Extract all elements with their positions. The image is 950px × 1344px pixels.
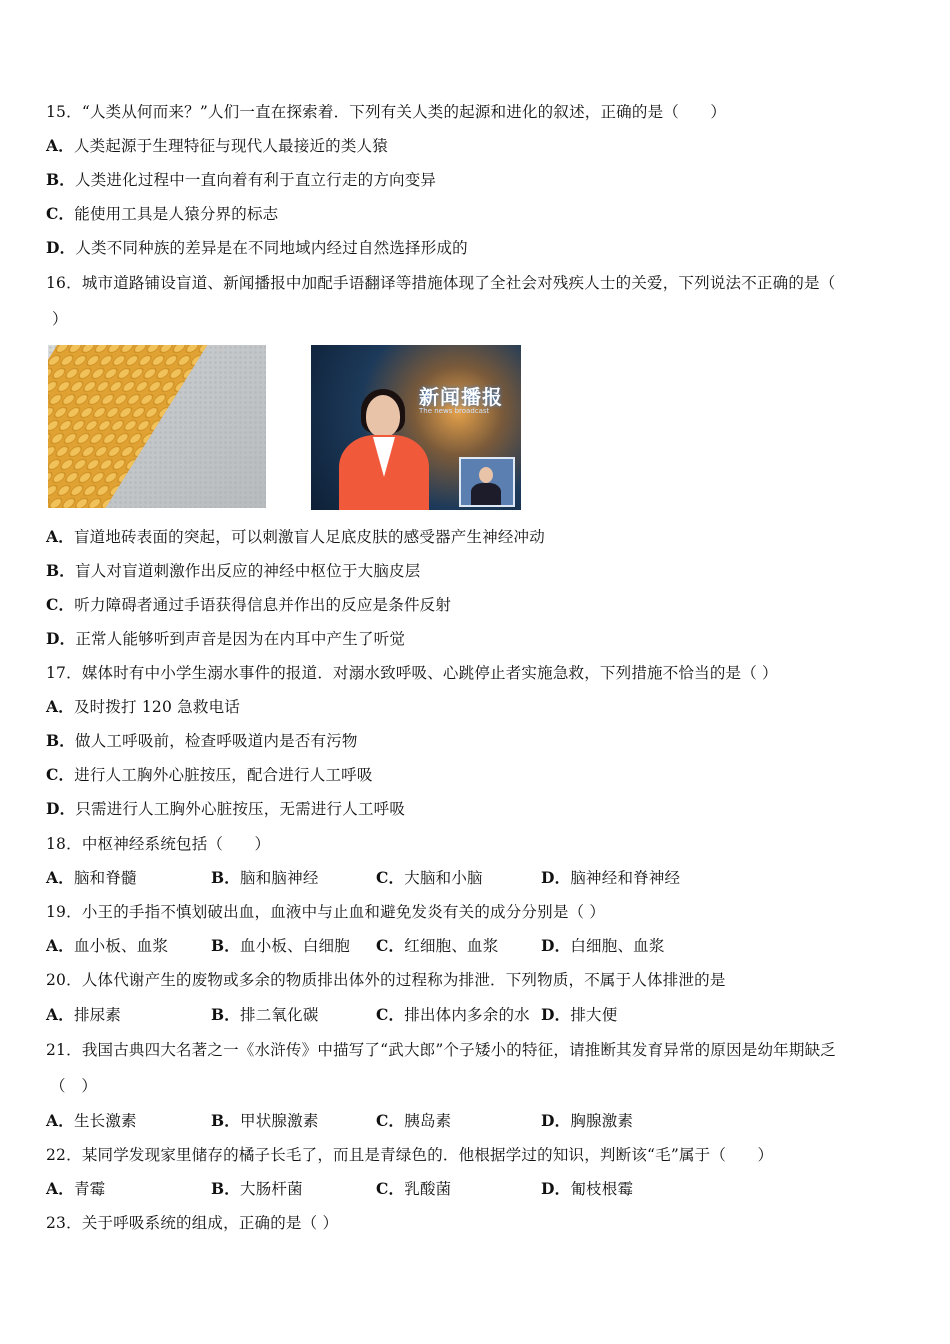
q16-stem: 16．城市道路铺设盲道、新闻播报中加配手语翻译等措施体现了全社会对残疾人士的关爱，下列说法不正确的是（ — [46, 274, 836, 292]
q21-option-c: C．胰岛素 — [376, 1111, 452, 1130]
q23-stem: 23．关于呼吸系统的组成，正确的是（ ） — [46, 1214, 339, 1232]
q22-options — [46, 1179, 906, 1199]
q18-stem: 18．中枢神经系统包括（ ） — [46, 835, 271, 853]
q19-stem: 19．小王的手指不慎划破出血，血液中与止血和避免发炎有关的成分分别是（ ） — [46, 903, 606, 921]
q19-option-a: A．血小板、血浆 — [46, 936, 169, 955]
q15-option-b: B．人类进化过程中一直向着有利于直立行走的方向变异 — [46, 170, 437, 189]
q20-options — [46, 1005, 906, 1025]
q22-stem: 22．某同学发现家里储存的橘子长毛了，而且是青绿色的．他根据学过的知识，判断该“毛”属于（ ） — [46, 1146, 774, 1164]
q16-option-d: D．正常人能够听到声音是因为在内耳中产生了听觉 — [46, 629, 406, 648]
q21-stem: 21．我国古典四大名著之一《水浒传》中描写了“武大郎”个子矮小的特征，请推断其发育异常的原因是幼年期缺乏 — [46, 1041, 836, 1059]
q20-stem: 20．人体代谢产生的废物或多余的物质排出体外的过程称为排泄．下列物质，不属于人体排泄的是 — [46, 971, 726, 989]
q22-option-a: A．青霉 — [46, 1179, 106, 1198]
q17-stem: 17．媒体时有中小学生溺水事件的报道．对溺水致呼吸、心跳停止者实施急救，下列措施不恰当的是（ ） — [46, 664, 778, 682]
q21-option-b: B．甲状腺激素 — [211, 1111, 319, 1130]
q16-option-a: A．盲道地砖表面的突起，可以刺激盲人足底皮肤的感受器产生神经冲动 — [46, 527, 545, 546]
q15-option-a: A．人类起源于生理特征与现代人最接近的类人猿 — [46, 136, 388, 155]
news-broadcast-image — [311, 345, 521, 510]
q21-option-d: D．胸腺激素 — [541, 1111, 634, 1130]
q18-option-c: C．大脑和小脑 — [376, 868, 483, 887]
q19-option-b: B．血小板、白细胞 — [211, 936, 350, 955]
q21-option-a: A．生长激素 — [46, 1111, 137, 1130]
q18-option-b: B．脑和脑神经 — [211, 868, 319, 887]
q20-option-b: B．排二氧化碳 — [211, 1005, 319, 1024]
q20-option-c: C．排出体内多余的水 — [376, 1005, 530, 1024]
q16-option-c: C．听力障碍者通过手语获得信息并作出的反应是条件反射 — [46, 595, 452, 614]
q15-option-c: C．能使用工具是人猿分界的标志 — [46, 204, 279, 223]
q19-options — [46, 936, 906, 956]
q19-option-c: C．红细胞、血浆 — [376, 936, 499, 955]
q17-option-c: C．进行人工胸外心脏按压，配合进行人工呼吸 — [46, 765, 373, 784]
sign-language-inset — [459, 457, 515, 507]
q20-option-a: A．排尿素 — [46, 1005, 122, 1024]
q15-option-d: D．人类不同种族的差异是在不同地域内经过自然选择形成的 — [46, 238, 468, 257]
q22-option-d: D．匍枝根霉 — [541, 1179, 634, 1198]
q17-option-d: D．只需进行人工胸外心脏按压，无需进行人工呼吸 — [46, 799, 406, 818]
q21-options — [46, 1111, 906, 1131]
news-subtitle: The news broadcast — [419, 407, 490, 415]
q17-option-a: A．及时拨打 120 急救电话 — [46, 697, 240, 716]
q21-stem-cont: （ ） — [50, 1077, 98, 1095]
q22-option-c: C．乳酸菌 — [376, 1179, 452, 1198]
q18-option-a: A．脑和脊髓 — [46, 868, 137, 887]
q18-option-d: D．脑神经和脊神经 — [541, 868, 681, 887]
q20-option-d: D．排大便 — [541, 1005, 618, 1024]
q15-stem: 15．“人类从何而来？”人们一直在探索着．下列有关人类的起源和进化的叙述，正确的是（ ） — [46, 103, 727, 121]
q22-option-b: B．大肠杆菌 — [211, 1179, 303, 1198]
q17-option-b: B．做人工呼吸前，检查呼吸道内是否有污物 — [46, 731, 358, 750]
tactile-paving-image — [48, 345, 266, 508]
q16-option-b: B．盲人对盲道刺激作出反应的神经中枢位于大脑皮层 — [46, 561, 421, 580]
q19-option-d: D．白细胞、血浆 — [541, 936, 665, 955]
news-title: 新闻播报 — [419, 385, 503, 409]
q18-options — [46, 868, 906, 888]
q16-stem-cont: ） — [52, 310, 68, 328]
